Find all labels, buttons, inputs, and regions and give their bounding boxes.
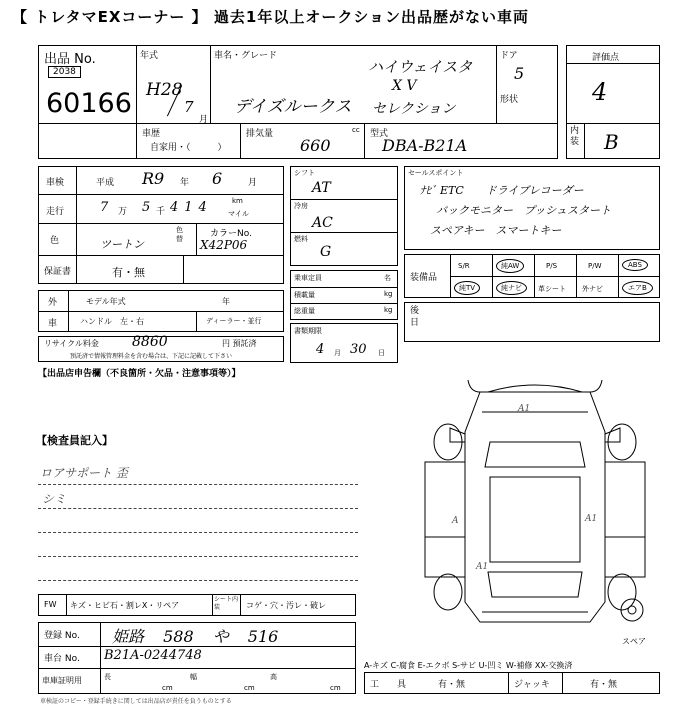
jack-label: ジャッキ (514, 680, 550, 690)
displacement-value: 660 (300, 136, 331, 155)
tools-label: 工 具 (370, 680, 407, 690)
load-unit: kg (384, 290, 393, 298)
car-name: デイズルークス (234, 97, 352, 117)
doc-deadline-month: 4 (316, 342, 325, 357)
displacement-label: 排気量 (246, 129, 274, 139)
footer-note: 車検証のコピー・登録手続きに関しては出品店が責任を負うものとする (40, 698, 232, 705)
registration-label: 登録 No. (44, 631, 80, 641)
cert-label: 車庫証明用 (42, 676, 82, 685)
car-grade: セレクション (372, 101, 456, 117)
gross-label: 総重量 (294, 307, 315, 315)
lot-sub: 2038 (48, 66, 81, 78)
recycle-unit: 円 預託済 (222, 339, 257, 348)
import-handle: ハンドル 左・右 (80, 317, 144, 326)
car-label: 車名・グレード (214, 51, 278, 61)
equip-pw: P/W (588, 262, 602, 270)
shift-value: AT (312, 180, 331, 196)
rating-label: 評価点 (592, 53, 620, 63)
year-month: 7 (184, 98, 194, 116)
diagram-mark-1: A1 (518, 404, 531, 414)
diagram-mark-3: A (452, 516, 459, 526)
diagram-mark-4: A1 (476, 562, 489, 572)
inspection-label: 車検 (46, 178, 65, 188)
sales-point-label: セールスポイント (408, 169, 464, 177)
import-model-year: モデル年式 (86, 297, 126, 306)
capacity-unit: 名 (384, 274, 391, 282)
import-sha: 車 (48, 319, 58, 329)
mileage-rest: 414 (170, 200, 213, 215)
equip-aw: 純AW (496, 259, 524, 273)
page-title: 【 トレタマEXコーナー 】 過去1年以上オークション出品歴がない車両 (12, 8, 530, 26)
equip-leather: 革シート (538, 285, 566, 293)
import-dealer: ディーラー・並行 (206, 317, 262, 325)
equip-tv: 純TV (454, 281, 480, 295)
interior-value: B (604, 130, 619, 154)
seat-label: シート内装 (214, 596, 239, 611)
mileage-unit-km: km (232, 197, 243, 205)
interior-label: 内装 (570, 126, 580, 147)
sales-point-line-2: バックモニター プッシュスタート (436, 204, 612, 217)
year-month-unit: 月 (199, 115, 209, 125)
model-code-label: 型式 (370, 129, 389, 139)
seat-text: コゲ・穴・汚レ・破レ (246, 601, 326, 610)
color-label: 色 (50, 236, 60, 246)
damage-legend: A-キズ C-腐食 E-エクボ S-サビ U-凹ミ W-補修 XX-交換済 (364, 661, 573, 670)
door-shape-label: 形状 (500, 95, 519, 105)
tools-value: 有・無 (438, 680, 466, 690)
color-value: ツートン (100, 238, 144, 251)
equip-ext-navi: 外ナビ (582, 285, 603, 293)
color-change-label: 色替 (176, 226, 183, 243)
ac-value: AC (312, 215, 333, 231)
mileage-sen: 5 (142, 200, 151, 215)
mileage-unit-mile: マイル (228, 210, 249, 218)
mileage-man-unit: 万 (118, 207, 128, 217)
inspector-label: 【検査員記入】 (36, 434, 113, 447)
door-label: ドア (500, 51, 518, 61)
jack-value: 有・無 (590, 680, 618, 690)
displacement-unit: cc (352, 126, 360, 134)
cert-high: 高 (270, 673, 277, 681)
doc-deadline-month-unit: 月 (334, 349, 341, 357)
history-value: 自家用・（ ） (150, 143, 227, 153)
inspection-era: 平成 (96, 178, 115, 188)
chassis-value: B21A-0244748 (104, 648, 202, 663)
mileage-label: 走行 (46, 207, 65, 217)
doc-deadline-label: 書類期限 (294, 327, 322, 335)
warranty-value: 有・無 (112, 266, 145, 279)
history-label: 車歴 (142, 129, 161, 139)
inspection-month: 6 (212, 169, 223, 188)
cert-wide: 幅 (190, 673, 197, 681)
cert-high-unit: cm (330, 684, 341, 692)
import-gai: 外 (48, 298, 58, 308)
diagram-mark-2: A1 (585, 514, 598, 524)
ac-label: 冷房 (294, 202, 308, 210)
lot-number: 60166 (46, 88, 132, 119)
fuel-value: G (320, 244, 332, 260)
color-code-label: カラーNo. (210, 229, 252, 239)
registration-value: 姫路 588 や 516 (112, 627, 279, 646)
shift-block (290, 166, 398, 266)
model-code-value: DBA-B21A (382, 136, 468, 155)
year-label: 年式 (140, 51, 159, 61)
mileage-sen-unit: 千 (156, 207, 166, 217)
warranty-label: 保証書 (44, 267, 72, 277)
rating-value: 4 (592, 78, 608, 106)
rear-block (404, 302, 660, 342)
rear-label: 後日 (410, 306, 420, 328)
inspector-line-1: ロアサポート 歪 (40, 466, 128, 480)
capacity-label: 乗車定員 (294, 274, 322, 282)
recycle-label: リサイクル料金 (44, 339, 99, 348)
equipment-label: 装備品 (410, 273, 438, 283)
cert-long-unit: cm (162, 684, 173, 692)
inspector-line-2: シミ (42, 492, 67, 506)
fw-label: FW (44, 600, 57, 609)
car-grade-x: X V (392, 78, 417, 94)
fuel-label: 燃料 (294, 235, 308, 243)
sales-point-line-1: ﾅﾋﾞ ETC ドライブレコーダー (420, 184, 584, 197)
chassis-label: 車台 No. (44, 654, 80, 664)
cert-wide-unit: cm (244, 684, 255, 692)
equip-airbag: エアB (622, 281, 653, 295)
import-year-unit: 年 (222, 297, 230, 306)
doc-deadline-day-unit: 日 (378, 349, 385, 357)
inspection-year: R9 (142, 169, 165, 188)
lot-label: 出品 No. (44, 52, 96, 67)
spare-label: スペア (622, 637, 646, 646)
car-diagram (410, 372, 660, 642)
load-label: 積載量 (294, 291, 315, 299)
recycle-value: 8860 (132, 334, 168, 350)
gross-unit: kg (384, 306, 393, 314)
doc-deadline-day: 30 (350, 342, 367, 357)
cert-long: 長 (104, 673, 111, 681)
year-era: H28 (146, 80, 183, 100)
mileage-man: 7 (100, 200, 109, 215)
car-maker-model: ハイウェイスタ (368, 58, 473, 76)
inspection-year-unit: 年 (180, 178, 190, 188)
equip-ps: P/S (546, 262, 558, 270)
recycle-note: 預託済で情報管理料金を含む場合は、下記に記載して下さい (70, 353, 233, 360)
equip-abs: ABS (622, 259, 648, 271)
shift-label: シフト (294, 169, 315, 177)
color-code: X42P06 (200, 238, 248, 252)
equip-sr: S/R (458, 262, 470, 270)
notes-label: 【出品店申告欄（不良箇所・欠品・注意事項等）】 (38, 369, 241, 379)
door-value: 5 (514, 64, 525, 83)
inspection-month-unit: 月 (248, 178, 258, 188)
fw-text: キズ・ヒビ石・割レX・リペア (70, 601, 180, 610)
equip-navi: 純ナビ (496, 281, 527, 295)
sales-point-line-3: スペアキー スマートキー (430, 224, 562, 237)
